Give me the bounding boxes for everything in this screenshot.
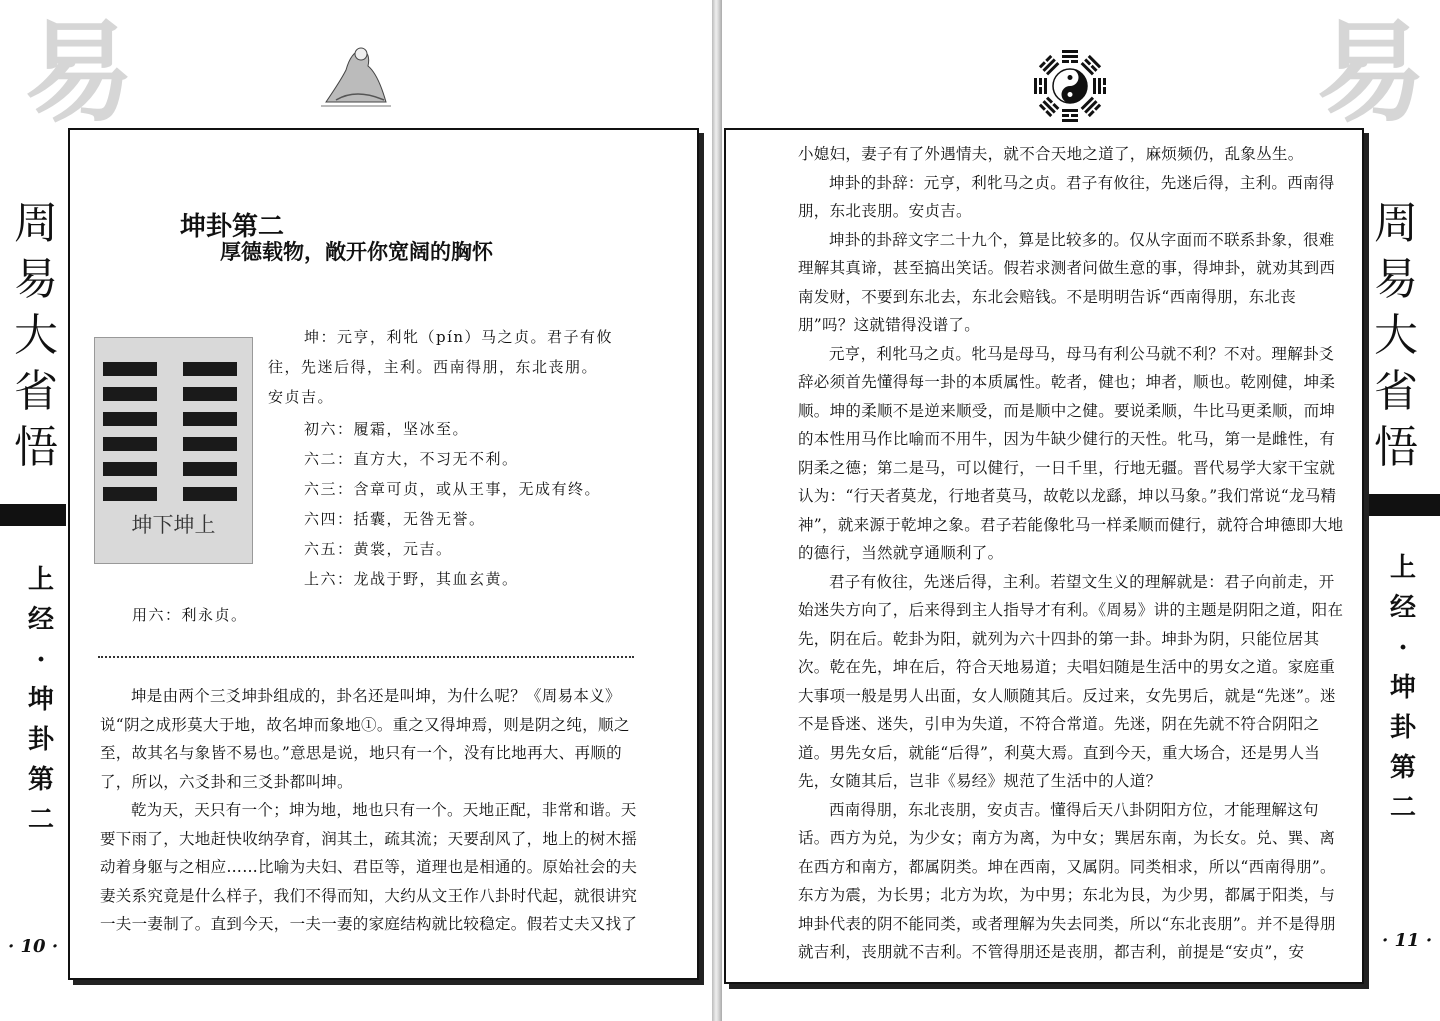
side-band xyxy=(1368,494,1440,516)
paragraph: 坤卦的卦辞文字二十九个，算是比较多的。仅从字面而不联系卦象，很难理解其真谛，甚至搞出笑话。假若求测者问做生意的事，得坤卦，就劝其到西南发财，不要到东北去，东北会赔钱。不是明明告诉“西南得朋，东北丧朋”吗？这就错得没谱了。 xyxy=(798,230,1336,334)
yao-line: 六二：直方大，不习无不利。 xyxy=(304,450,519,468)
judgment-text: 坤：元亨，利牝（pín）马之贞。君子有攸 往，先迷后得，主利。西南得朋，东北丧朋。 安贞吉。 xyxy=(268,328,614,406)
hexagram-figure xyxy=(94,337,253,564)
yao-line: 初六：履霜，坚冰至。 xyxy=(304,420,470,438)
side-title: 周 易 大 省 悟 xyxy=(14,198,58,473)
yao-lines xyxy=(304,414,601,594)
yao-line: 六五：黄裳，元吉。 xyxy=(304,540,453,558)
side-subtitle: 上 经 · 坤 卦 第 二 xyxy=(28,565,55,835)
page-number: · 10 · xyxy=(8,936,59,957)
right-page xyxy=(722,0,1440,1021)
sage-illustration xyxy=(316,40,396,110)
watermark-yi: 易 xyxy=(1316,8,1426,137)
body-text xyxy=(100,682,640,939)
yao-line: 六四：括囊，无咎无誉。 xyxy=(304,510,486,528)
divider xyxy=(98,656,634,658)
paragraph: 坤是由两个三爻坤卦组成的，卦名还是叫坤，为什么呢？《周易本义》说“阴之成形莫大于地，故名坤而象地①。重之又得坤焉，则是阴之纯，顺之至，故其名与象皆不易也。”意思是说，地只有一个，没有比地再大、再顺的了，所以，六爻卦和三爻卦都叫坤。 xyxy=(100,687,630,791)
side-band xyxy=(0,504,66,526)
book-gutter xyxy=(712,0,722,1021)
yao-line: 六三：含章可贞，或从王事，无成有终。 xyxy=(304,480,602,498)
yong-line: 用六：利永贞。 xyxy=(132,606,248,624)
yao-line: 上六：龙战于野，其血玄黄。 xyxy=(304,570,519,588)
paragraph: 乾为天，天只有一个；坤为地，地也只有一个。天地正配，非常和谐。天要下雨了，大地赶快收纳孕育，润其土，疏其流；天要刮风了，地上的树木摇动着身躯与之相应……比喻为夫妇、君臣等，道理也是相通的。原始社会的夫妻关系究竟是什么样子，我们不得而知，大约从文王作八卦时代起，就很讲究一夫一妻制了。直到今天，一夫一妻的家庭结构就比较稳定。假若丈夫又找了 xyxy=(100,801,638,933)
watermark-yi: 易 xyxy=(24,8,134,137)
paragraph: 西南得朋，东北丧朋，安贞吉。懂得后天八卦阴阳方位，才能理解这句话。西方为兑，为少女；南方为离，为中女；巽居东南，为长女。兑、巽、离在西方和南方，都属阴类。坤在西南，又属阴。同类相求，所以“西南得朋”。东方为震，为长男；北方为坎，为中男；东北为艮，为少男，都属于阳类，与坤卦代表的阴不能同类，或者理解为失去同类，所以“东北丧朋”。并不是得朋就吉利，丧朋就不吉利。不管得朋还是丧朋，都吉利，前提是“安贞”，安 xyxy=(798,800,1336,961)
chapter-title: 坤卦第二 xyxy=(180,212,285,242)
chapter-subtitle: 厚德载物，敞开你宽阔的胸怀 xyxy=(220,239,493,264)
paragraph: 坤卦的卦辞：元亨，利牝马之贞。君子有攸往，先迷后得，主利。西南得朋，东北丧朋。安贞吉。 xyxy=(798,173,1335,220)
page-number: · 11 · xyxy=(1382,930,1433,951)
bagua-icon xyxy=(1032,48,1108,124)
left-page xyxy=(0,0,712,1021)
body-text xyxy=(798,140,1344,967)
paragraph: 元亨，利牝马之贞。牝马是母马，母马有利公马就不利？不对。理解卦爻辞必须首先懂得每一卦的本质属性。乾者，健也；坤者，顺也。乾刚健，坤柔顺。坤的柔顺不是逆来顺受，而是顺中之健。要说柔顺，牛比马更柔顺，而坤的本性用马作比喻而不用牛，因为牛缺少健行的天性。牝马，第一是雌性，有阴柔之德；第二是马，可以健行，一日千里，行地无疆。晋代易学大家干宝就认为：“行天者莫龙，行地者莫马，故乾以龙繇，坤以马象。”我们常说“龙马精神”，就来源于乾坤之象。君子若能像牝马一样柔顺而健行，就符合坤德即大地的德行，当然就亨通顺利了。 xyxy=(798,344,1344,562)
paragraph: 君子有攸往，先迷后得，主利。若望文生义的理解就是：君子向前走，开始迷失方向了，后来得到主人指导才有利。《周易》讲的主题是阴阳之道，阳在先，阴在后。乾卦为阳，就列为六十四卦的第一卦。坤卦为阴，只能位居其次。乾在先，坤在后，符合天地易道；夫唱妇随是生活中的男女之道。家庭重大事项一般是男人出面，女人顺随其后。反过来，女先男后，就是“先迷”。迷不是昏迷、迷失，引申为失道，不符合常道。先迷，阴在先就不符合阴阳之道。男先女后，就能“后得”，利莫大焉。直到今天，重大场合，还是男人当先，女随其后，岂非《易经》规范了生活中的人道？ xyxy=(798,572,1344,790)
side-subtitle: 上 经 · 坤 卦 第 二 xyxy=(1390,553,1417,823)
hexagram-caption: 坤下坤上 xyxy=(131,513,216,537)
paragraph: 小媳妇，妻子有了外遇情夫，就不合天地之道了，麻烦频仍，乱象丛生。 xyxy=(798,145,1304,163)
side-title: 周 易 大 省 悟 xyxy=(1374,198,1418,473)
